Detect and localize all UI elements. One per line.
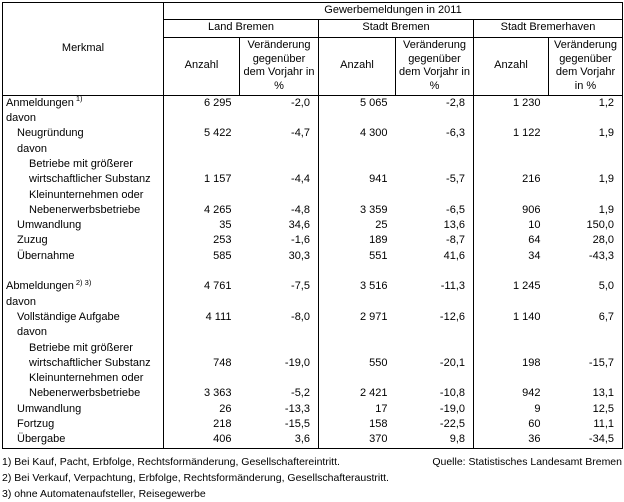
anzahl-value	[474, 371, 549, 386]
table-row	[3, 126, 623, 141]
anzahl-value	[319, 142, 396, 157]
table-row	[3, 142, 623, 157]
veraenderung-value: 6,7	[598, 310, 614, 323]
anzahl-value	[474, 264, 549, 279]
veraenderung-value	[549, 157, 623, 172]
veraenderung-value: 1,9	[598, 127, 614, 140]
veraenderung-value: 1,9	[598, 173, 614, 186]
veraenderung-value	[549, 295, 623, 310]
anzahl-value: 748	[213, 356, 232, 369]
spacer-row	[3, 264, 623, 279]
row-label: davon	[3, 142, 164, 157]
footnote-1: 1) Bei Kauf, Pacht, Erbfolge, Rechtsformänderung, Gesellschaftereintritt.	[2, 455, 340, 468]
veraenderung-value	[396, 325, 474, 340]
veraenderung-value: -15,5	[240, 417, 319, 432]
veraenderung-value: -2,0	[240, 95, 319, 111]
anzahl-value: 60	[528, 417, 541, 430]
veraenderung-value: 3,6	[240, 432, 319, 448]
veraenderung-value	[549, 264, 623, 279]
anzahl-value: 3 359	[359, 203, 388, 216]
anzahl-value: 189	[369, 234, 388, 247]
anzahl-value: 1 245	[512, 280, 541, 293]
table-title: Gewerbemeldungen in 2011	[164, 3, 623, 20]
veraenderung-value: -6,5	[396, 203, 474, 218]
veraenderung-value: -20,1	[396, 356, 474, 371]
veraenderung-value: -22,5	[396, 417, 474, 432]
row-label: Kleinunternehmen oder	[3, 188, 164, 203]
veraenderung-value: -11,3	[396, 279, 474, 294]
veraenderung-value: -12,6	[396, 310, 474, 325]
veraenderung-value: 34,6	[240, 218, 319, 233]
veraenderung-value	[240, 188, 319, 203]
veraenderung-value	[549, 341, 623, 356]
table-row	[3, 402, 623, 417]
veraenderung-value	[549, 142, 623, 157]
row-label: Neugründung	[3, 126, 164, 141]
table-row	[3, 341, 623, 356]
anzahl-value: 1 122	[512, 127, 541, 140]
anzahl-value	[474, 142, 549, 157]
veraenderung-value	[240, 264, 319, 279]
veraenderung-value: 30,3	[240, 249, 319, 264]
table-row	[3, 218, 623, 233]
veraenderung-value: 12,5	[592, 402, 614, 415]
veraenderung-value: 5,0	[598, 280, 614, 293]
anzahl-value	[319, 157, 396, 172]
row-label: wirtschaftlicher Substanz	[3, 356, 164, 371]
veraenderung-value: -4,8	[240, 203, 319, 218]
row-label: davon	[3, 111, 164, 126]
anzahl-value: 9	[534, 402, 541, 415]
table-row	[3, 279, 623, 294]
veraenderung-value	[549, 325, 623, 340]
anzahl-value: 3 363	[203, 387, 232, 400]
veraenderung-value: 13,1	[592, 387, 614, 400]
anzahl-value: 4 761	[203, 280, 232, 293]
footnotes	[2, 454, 622, 502]
anzahl-value	[164, 157, 240, 172]
footnote-2: 2) Bei Verkauf, Verpachtung, Erbfolge, Rechtsformänderung, Gesellschafteraustritt.	[2, 471, 389, 484]
table-row	[3, 417, 623, 432]
veraenderung-value: -43,3	[588, 249, 614, 262]
veraenderung-value	[396, 341, 474, 356]
col-header-anzahl-stadt-bremen: Anzahl	[319, 37, 396, 95]
table-row	[3, 295, 623, 310]
anzahl-value: 551	[369, 249, 388, 262]
anzahl-value: 1 230	[512, 96, 541, 109]
anzahl-value	[474, 295, 549, 310]
anzahl-value	[164, 371, 240, 386]
anzahl-value: 25	[375, 219, 388, 232]
anzahl-value	[319, 111, 396, 126]
anzahl-value: 158	[369, 417, 388, 430]
veraenderung-value	[240, 142, 319, 157]
anzahl-value	[319, 295, 396, 310]
table-row	[3, 249, 623, 264]
col-header-veraenderung-stadt-bremen: Veränderung gegenüber dem Vorjahr in %	[396, 37, 474, 95]
group-header-stadt-bremen: Stadt Bremen	[319, 19, 474, 37]
veraenderung-value: -10,8	[396, 386, 474, 401]
anzahl-value	[164, 142, 240, 157]
anzahl-value: 6 295	[203, 96, 232, 109]
anzahl-value: 2 971	[359, 310, 388, 323]
anzahl-value	[319, 188, 396, 203]
veraenderung-value: 11,1	[593, 417, 614, 430]
veraenderung-value: -34,5	[588, 433, 614, 446]
anzahl-value	[474, 188, 549, 203]
table-row	[3, 386, 623, 401]
veraenderung-value	[549, 188, 623, 203]
row-label: Fortzug	[3, 417, 164, 432]
veraenderung-value: -6,3	[396, 126, 474, 141]
anzahl-value	[319, 264, 396, 279]
row-label: Umwandlung	[3, 402, 164, 417]
anzahl-value	[164, 295, 240, 310]
veraenderung-value: -2,8	[396, 95, 474, 111]
veraenderung-value: -7,5	[240, 279, 319, 294]
veraenderung-value	[396, 142, 474, 157]
veraenderung-value	[240, 341, 319, 356]
veraenderung-value	[549, 371, 623, 386]
veraenderung-value	[396, 264, 474, 279]
col-header-anzahl-land-bremen: Anzahl	[164, 37, 240, 95]
veraenderung-value: -8,7	[396, 233, 474, 248]
anzahl-value: 26	[219, 402, 232, 415]
anzahl-value: 17	[375, 402, 388, 415]
anzahl-value: 10	[528, 219, 541, 232]
anzahl-value: 198	[522, 356, 541, 369]
row-label: Betriebe mit größerer	[3, 341, 164, 356]
veraenderung-value: -5,7	[396, 172, 474, 187]
veraenderung-value	[240, 157, 319, 172]
anzahl-value: 4 300	[359, 127, 388, 140]
veraenderung-value	[396, 188, 474, 203]
gewerbemeldungen-table	[2, 2, 623, 449]
page	[0, 2, 624, 500]
veraenderung-value	[240, 325, 319, 340]
row-label: Nebenerwerbsbetriebe	[3, 203, 164, 218]
table-row	[3, 356, 623, 371]
table-row	[3, 95, 623, 111]
row-label: Anmeldungen $^{1)}$	[3, 95, 164, 111]
footnote-3: 3) ohne Automatenaufsteller, Reisegewerbe	[2, 487, 206, 500]
anzahl-value: 218	[213, 417, 232, 430]
col-header-veraenderung-stadt-bremerhaven: Veränderung gegenüber dem Vorjahr in %	[549, 37, 623, 95]
anzahl-value	[474, 111, 549, 126]
anzahl-value	[164, 111, 240, 126]
veraenderung-value	[240, 111, 319, 126]
veraenderung-value: 1,9	[598, 203, 614, 216]
veraenderung-value: -8,0	[240, 310, 319, 325]
source-note: Quelle: Statistisches Landesamt Bremen	[432, 455, 622, 468]
table-row	[3, 188, 623, 203]
row-label: Kleinunternehmen oder	[3, 371, 164, 386]
veraenderung-value: -13,3	[240, 402, 319, 417]
veraenderung-value: -1,6	[240, 233, 319, 248]
anzahl-value: 34	[528, 249, 541, 262]
table-row	[3, 371, 623, 386]
anzahl-value: 550	[369, 356, 388, 369]
anzahl-value: 5 422	[203, 127, 232, 140]
anzahl-value	[319, 371, 396, 386]
footnote-marker: 2) 3)	[75, 277, 92, 287]
veraenderung-value	[396, 157, 474, 172]
veraenderung-value: 1,2	[598, 96, 614, 109]
veraenderung-value	[396, 371, 474, 386]
anzahl-value	[164, 341, 240, 356]
anzahl-value	[164, 264, 240, 279]
anzahl-value: 585	[213, 249, 232, 262]
anzahl-value	[474, 325, 549, 340]
veraenderung-value	[396, 111, 474, 126]
anzahl-value: 406	[213, 433, 232, 446]
veraenderung-value: 28,0	[592, 234, 614, 247]
anzahl-value: 1 157	[203, 173, 232, 186]
table-row	[3, 172, 623, 187]
anzahl-value: 64	[528, 234, 541, 247]
anzahl-value: 941	[369, 173, 388, 186]
group-header-land-bremen: Land Bremen	[164, 19, 319, 37]
veraenderung-value: 13,6	[396, 218, 474, 233]
row-label: wirtschaftlicher Substanz	[3, 172, 164, 187]
anzahl-value: 4 111	[205, 310, 232, 323]
anzahl-value	[164, 325, 240, 340]
table-row	[3, 325, 623, 340]
anzahl-value	[474, 341, 549, 356]
veraenderung-value	[396, 295, 474, 310]
anzahl-value	[319, 341, 396, 356]
veraenderung-value	[549, 111, 623, 126]
row-label: Vollständige Aufgabe	[3, 310, 164, 325]
veraenderung-value	[240, 371, 319, 386]
table-body	[3, 95, 623, 448]
row-label: Zuzug	[3, 233, 164, 248]
veraenderung-value: 41,6	[396, 249, 474, 264]
row-label: Übernahme	[3, 249, 164, 264]
anzahl-value: 942	[522, 387, 541, 400]
anzahl-value: 2 421	[359, 387, 388, 400]
anzahl-value: 1 140	[512, 310, 541, 323]
col-header-veraenderung-land-bremen: Veränderung gegenüber dem Vorjahr in %	[240, 37, 319, 95]
table-row	[3, 157, 623, 172]
footnote-marker: 1)	[75, 94, 83, 104]
veraenderung-value: -15,7	[588, 356, 614, 369]
table-row	[3, 203, 623, 218]
veraenderung-value: -4,4	[240, 172, 319, 187]
row-label: davon	[3, 325, 164, 340]
group-header-stadt-bremerhaven: Stadt Bremerhaven	[474, 19, 623, 37]
veraenderung-value: 9,8	[396, 432, 474, 448]
anzahl-value: 5 065	[359, 96, 388, 109]
anzahl-value: 370	[369, 433, 388, 446]
veraenderung-value	[240, 295, 319, 310]
anzahl-value	[474, 157, 549, 172]
anzahl-value: 35	[219, 219, 232, 232]
row-label: Abmeldungen $^{2) 3)}$	[3, 279, 164, 294]
row-label: Betriebe mit größerer	[3, 157, 164, 172]
col-header-anzahl-stadt-bremerhaven: Anzahl	[474, 37, 549, 95]
anzahl-value: 906	[522, 203, 541, 216]
anzahl-value	[164, 188, 240, 203]
table-row	[3, 432, 623, 448]
anzahl-value	[319, 325, 396, 340]
anzahl-value: 4 265	[203, 203, 232, 216]
veraenderung-value: -4,7	[240, 126, 319, 141]
table-row	[3, 310, 623, 325]
row-label: Übergabe	[3, 432, 164, 448]
veraenderung-value: -19,0	[240, 356, 319, 371]
anzahl-value: 253	[213, 234, 232, 247]
veraenderung-value: -5,2	[240, 386, 319, 401]
row-label: Nebenerwerbsbetriebe	[3, 386, 164, 401]
table-row	[3, 111, 623, 126]
anzahl-value: 3 516	[359, 280, 388, 293]
table-row	[3, 233, 623, 248]
veraenderung-value: 150,0	[586, 219, 614, 232]
table-header	[3, 3, 623, 96]
row-label: davon	[3, 295, 164, 310]
veraenderung-value: -19,0	[396, 402, 474, 417]
merkmal-column-header: Merkmal	[3, 3, 164, 96]
anzahl-value: 216	[522, 173, 541, 186]
anzahl-value: 36	[528, 433, 541, 446]
row-label: Umwandlung	[3, 218, 164, 233]
